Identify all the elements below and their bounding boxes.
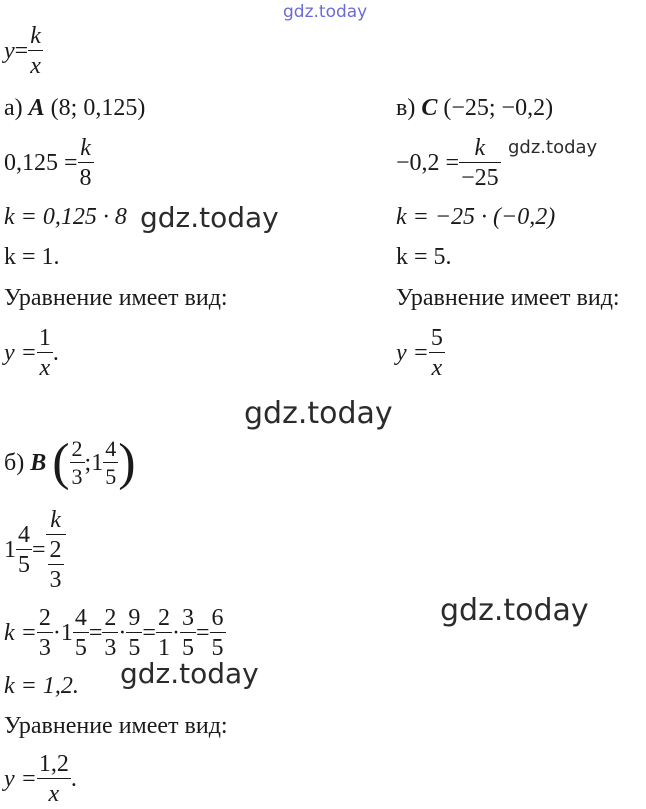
watermark-v: gdz.today: [508, 137, 598, 158]
part-b-ans-den: x: [48, 781, 60, 807]
part-a-answer: [4, 326, 59, 380]
part-b-f5-num: 3: [181, 605, 194, 631]
part-b-c1-fraction: [70, 438, 85, 488]
part-v-answer: [396, 326, 445, 380]
part-b-eq-b: =: [142, 620, 156, 646]
part-a-statement: Уравнение имеет вид:: [4, 285, 228, 311]
part-b-ans-fraction: [37, 752, 71, 806]
part-b-f4: [156, 606, 172, 660]
part-b-m-num: 4: [74, 605, 87, 631]
part-b-f6-num: 6: [211, 605, 224, 631]
part-b-c2-num: 4: [105, 436, 117, 461]
part-b-ans-left: y =: [4, 766, 37, 792]
part-b-m-den: 5: [74, 635, 87, 661]
part-b-eq1-mid: =: [32, 537, 46, 563]
part-b-eq1-rnum: k: [46, 508, 66, 535]
watermark-right: gdz.today: [440, 593, 589, 628]
part-a-header: [4, 96, 145, 120]
part-v-line1: [396, 136, 501, 190]
part-b-c1-den: 3: [71, 464, 83, 489]
part-v-line2: k = −25 · (−0,2): [396, 204, 556, 230]
intro-num: k: [30, 23, 41, 49]
part-b-m: [61, 606, 89, 660]
part-a-ans-left: y =: [4, 340, 37, 366]
part-a-line1-num: k: [78, 136, 94, 163]
part-b-eq1-complex: [46, 508, 66, 592]
part-b-f4-den: 1: [157, 635, 170, 661]
part-v-ans-fraction: [429, 326, 445, 380]
part-b-m-fraction: [73, 606, 89, 660]
part-b-eq-a: =: [88, 620, 103, 646]
part-v-line1-left: −0,2 =: [396, 150, 460, 176]
part-b-dot1: ·: [52, 620, 61, 646]
part-a-ans-den: x: [39, 355, 51, 381]
part-b-answer: [4, 752, 77, 806]
part-b-f4-num: 2: [157, 605, 170, 631]
intro-y: y: [4, 38, 15, 64]
part-v-header: [396, 96, 553, 120]
part-b-dot3: ·: [171, 620, 180, 646]
watermark-mid: gdz.today: [244, 396, 393, 431]
part-b-eq1-num: 4: [18, 522, 30, 548]
part-b-f1-num: 2: [38, 605, 51, 631]
part-a-line1-den: 8: [79, 165, 92, 191]
part-b-f1-den: 3: [38, 635, 51, 661]
part-v-ans-den: x: [431, 355, 443, 381]
part-b-eq1-fraction: [16, 523, 32, 577]
part-b-eq1-inner-fraction: [48, 538, 64, 592]
part-a-line3: k = 1.: [4, 244, 60, 270]
part-b-f2-num: 2: [104, 605, 117, 631]
part-b-eq-c: =: [195, 620, 210, 646]
part-b-header: [4, 433, 136, 491]
part-v-coords: (−25; −0,2): [443, 95, 554, 121]
part-v-line3: k = 5.: [396, 244, 452, 270]
part-v-label: в): [396, 95, 416, 121]
part-b-sep: ;: [84, 450, 92, 476]
part-a-ans-fraction: [37, 326, 53, 380]
intro-fraction: [28, 24, 43, 78]
part-a-ans-end: .: [52, 340, 59, 366]
part-b-eq1-mixed: [4, 523, 32, 577]
part-b-f2-den: 3: [104, 635, 117, 661]
part-b-f3: [126, 606, 142, 660]
intro-formula: [4, 24, 43, 78]
part-b-eq1-inner-den: 3: [49, 567, 62, 593]
part-a-line1-fraction: [78, 136, 94, 190]
part-a-point: A: [28, 95, 45, 121]
part-b-line3: k = 1,2.: [4, 673, 79, 699]
part-b-label: б): [4, 450, 25, 476]
part-a-label: а): [4, 95, 23, 121]
part-b-k-eq: k =: [4, 620, 37, 646]
part-b-line1: [4, 508, 66, 592]
part-b-eq1-whole: 1: [4, 537, 16, 563]
part-b-f1: [37, 606, 53, 660]
part-b-ans-num: 1,2: [38, 751, 69, 777]
part-a-ans-num: 1: [38, 325, 51, 351]
part-b-f5-den: 5: [181, 635, 194, 661]
part-v-line1-den: −25: [461, 165, 499, 191]
part-b-c1-num: 2: [71, 436, 83, 461]
part-b-paren-open: (: [52, 433, 70, 491]
part-v-ans-num: 5: [430, 325, 443, 351]
part-a-coords: (8; 0,125): [50, 95, 146, 121]
part-b-f6: [210, 606, 226, 660]
part-b-f5: [180, 606, 196, 660]
part-b-eq1-rden: [46, 535, 66, 592]
part-b-paren-close: ): [118, 433, 136, 491]
watermark-top: gdz.today: [283, 2, 368, 22]
part-b-ans-end: .: [70, 766, 77, 792]
part-v-statement: Уравнение имеет вид:: [396, 285, 620, 311]
part-b-c2-mixed: [91, 438, 118, 488]
part-b-f6-den: 5: [211, 635, 224, 661]
part-b-c2-fraction: [103, 438, 118, 488]
part-b-eq1-inner-num: 2: [49, 537, 62, 563]
part-b-f3-den: 5: [128, 635, 141, 661]
part-a-line1-left: 0,125 =: [4, 150, 78, 176]
part-b-point: B: [30, 450, 47, 476]
part-v-ans-left: y =: [396, 340, 429, 366]
part-b-c2-whole: 1: [91, 450, 104, 476]
part-b-f2: [102, 606, 118, 660]
part-v-point: C: [421, 95, 438, 121]
part-b-line2: [4, 606, 226, 660]
intro-eq: =: [14, 38, 29, 64]
intro-den: x: [30, 53, 41, 79]
part-b-m-whole: 1: [60, 620, 73, 646]
part-b-eq1-den: 5: [18, 552, 30, 578]
part-b-statement: Уравнение имеет вид:: [4, 713, 228, 739]
part-a-line2: k = 0,125 · 8: [4, 204, 127, 230]
part-v-line1-fraction: [459, 136, 501, 190]
part-b-f3-num: 9: [128, 605, 141, 631]
part-a-line1: [4, 136, 94, 190]
part-v-line1-num: k: [459, 136, 501, 163]
part-b-dot2: ·: [118, 620, 127, 646]
watermark-b: gdz.today: [120, 657, 259, 690]
watermark-a: gdz.today: [140, 201, 279, 234]
part-b-c2-den: 5: [105, 464, 117, 489]
